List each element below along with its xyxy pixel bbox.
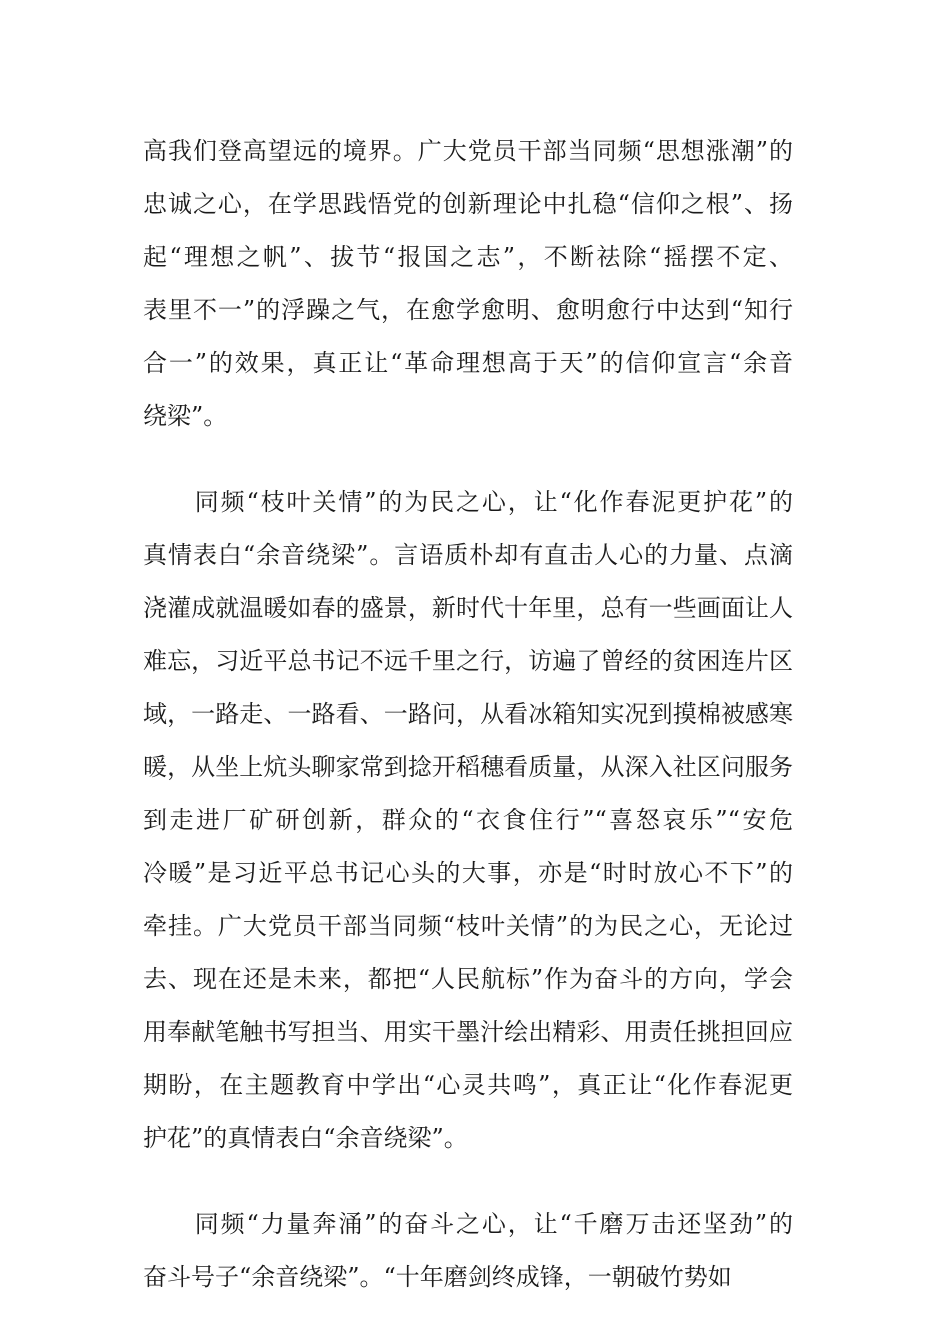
- text-line: 护花”的真情表白“余音绕梁”。: [143, 1124, 468, 1152]
- text-line: 奋斗号子“余音绕梁”。“十年磨剑终成锋，一朝破竹势如: [143, 1263, 732, 1291]
- paragraph-1: [143, 125, 793, 443]
- text-line: 难忘，习近平总书记不远千里之行，访遍了曾经的贫困连片区: [143, 647, 793, 675]
- text-line: 浇灌成就温暖如春的盛景，新时代十年里，总有一些画面让人: [143, 594, 793, 622]
- text-line: 暖，从坐上炕头聊家常到捻开稻穗看质量，从深入社区问服务: [143, 753, 793, 781]
- text-line: 去、现在还是未来，都把“人民航标”作为奋斗的方向，学会: [143, 965, 793, 993]
- text-line: 牵挂。广大党员干部当同频“枝叶关情”的为民之心，无论过: [143, 912, 793, 940]
- text-line: 合一”的效果，真正让“革命理想高于天”的信仰宣言“余音: [143, 349, 793, 377]
- text-line: 真情表白“余音绕梁”。言语质朴却有直击人心的力量、点滴: [143, 541, 793, 569]
- paragraph-spacer: [143, 1165, 793, 1198]
- text-line: 到走进厂矿研创新，群众的“衣食住行”“喜怒哀乐”“安危: [143, 806, 793, 834]
- text-line: 忠诚之心，在学思践悟党的创新理论中扎稳“信仰之根”、扬: [143, 190, 793, 218]
- text-line: 期盼，在主题教育中学出“心灵共鸣”，真正让“化作春泥更: [143, 1071, 793, 1099]
- text-line: 绕梁”。: [143, 402, 228, 430]
- paragraph-3: [143, 1198, 793, 1304]
- document-page: [143, 125, 793, 1304]
- text-line: 高我们登高望远的境界。广大党员干部当同频“思想涨潮”的: [143, 137, 793, 165]
- paragraph-2: [143, 476, 793, 1165]
- text-line: 用奉献笔触书写担当、用实干墨汁绘出精彩、用责任挑担回应: [143, 1018, 793, 1046]
- paragraph-spacer: [143, 443, 793, 476]
- text-line: 同频“力量奔涌”的奋斗之心，让“千磨万击还坚劲”的: [143, 1210, 793, 1238]
- text-line: 冷暖”是习近平总书记心头的大事，亦是“时时放心不下”的: [143, 859, 793, 887]
- text-line: 域，一路走、一路看、一路问，从看冰箱知实况到摸棉被感寒: [143, 700, 793, 728]
- text-line: 表里不一”的浮躁之气，在愈学愈明、愈明愈行中达到“知行: [143, 296, 793, 324]
- text-line: 同频“枝叶关情”的为民之心，让“化作春泥更护花”的: [143, 488, 793, 516]
- text-line: 起“理想之帆”、拔节“报国之志”，不断祛除“摇摆不定、: [143, 243, 793, 271]
